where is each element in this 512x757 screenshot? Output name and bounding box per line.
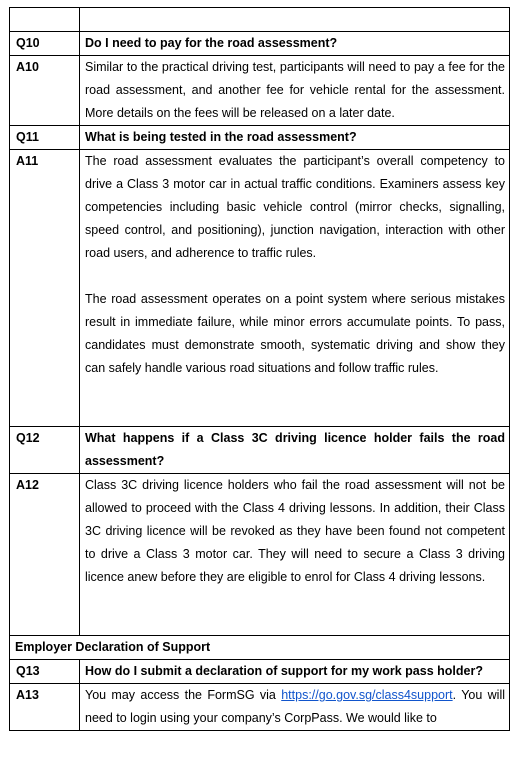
answer-paragraph: Similar to the practical driving test, participants will need to pay a fee for the road assessment, and another fee for vehicle rental for the assessment. More details on the fees will be released on a later date. (85, 60, 505, 120)
question-row (10, 126, 510, 150)
answer-id: A11 (10, 150, 80, 427)
answer-text-after-link: . You will need to login using your company’s CorpPass. We would like to (85, 688, 505, 725)
question-row (10, 427, 510, 474)
question-id: Q11 (10, 126, 80, 150)
section-row (10, 636, 510, 660)
question-row (10, 660, 510, 684)
question-id: Q12 (10, 427, 80, 474)
answer-row (10, 684, 510, 731)
answer-row (10, 474, 510, 636)
section-heading: Employer Declaration of Support (10, 636, 510, 660)
answer-cell (80, 474, 510, 636)
blank-top-row (10, 8, 510, 32)
faq-table (9, 7, 510, 731)
question-text: What is being tested in the road assessment? (80, 126, 510, 150)
question-text: How do I submit a declaration of support for my work pass holder? (80, 660, 510, 684)
answer-paragraph: The road assessment evaluates the participant’s overall competency to drive a Class 3 motor car in actual traffic conditions. Examiners assess key competencies including basic vehicle control (mirror checks, signalling, speed control, and positioning), junction navigation, interaction with other road users, and adherence to traffic rules. (85, 154, 505, 260)
class4support-link[interactable]: https://go.gov.sg/class4support (281, 688, 453, 702)
answer-paragraph: Class 3C driving licence holders who fail the road assessment will not be allowed to proceed with the Class 4 driving lessons. In addition, their Class 3C driving licence will be revoked as they have been found not competent to drive a Class 3 motor car. They will need to secure a Class 3 driving licence anew before they are eligible to enrol for Class 4 driving lessons. (85, 478, 505, 584)
answer-cell (80, 150, 510, 427)
answer-paragraph: The road assessment operates on a point system where serious mistakes result in immediate failure, while minor errors accumulate points. To pass, candidates must demonstrate smooth, systematic driving and show they can safely handle various road situations and follow traffic rules. (85, 292, 505, 375)
answer-cell (80, 56, 510, 126)
answer-row (10, 150, 510, 427)
blank-cell (10, 8, 80, 32)
question-row (10, 32, 510, 56)
question-text: Do I need to pay for the road assessment? (80, 32, 510, 56)
question-text: What happens if a Class 3C driving licence holder fails the road assessment? (80, 427, 510, 474)
answer-text-before-link: You may access the FormSG via (85, 688, 282, 702)
answer-id: A12 (10, 474, 80, 636)
answer-id: A13 (10, 684, 80, 731)
question-id: Q10 (10, 32, 80, 56)
paragraph-spacer (85, 265, 505, 288)
answer-row (10, 56, 510, 126)
question-id: Q13 (10, 660, 80, 684)
answer-cell (80, 684, 510, 731)
blank-cell (80, 8, 510, 32)
answer-id: A10 (10, 56, 80, 126)
